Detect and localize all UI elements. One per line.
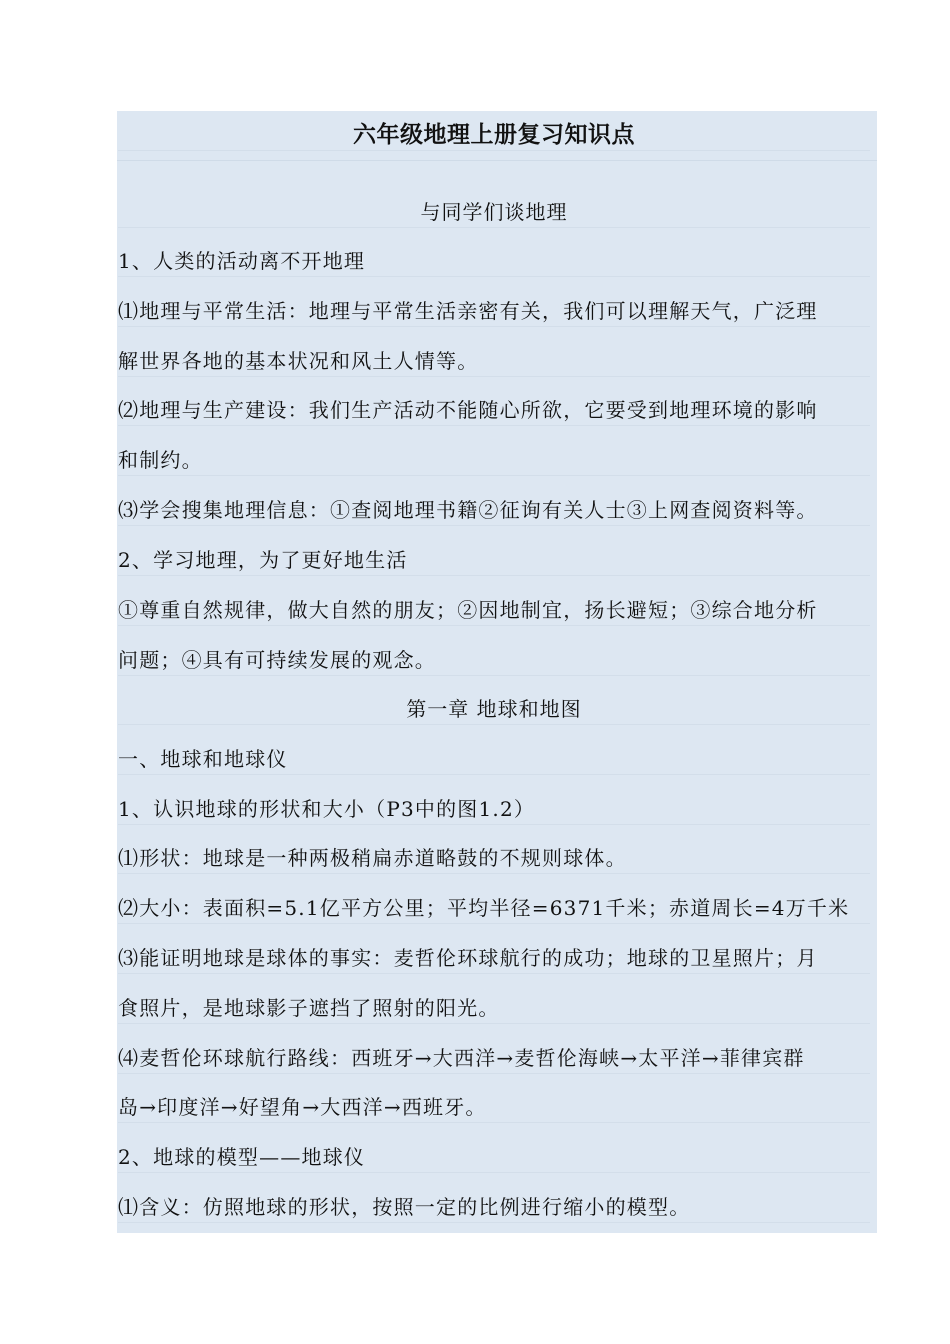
document-title: 六年级地理上册复习知识点	[118, 120, 870, 151]
paragraph-line: ⑷麦哲伦环球航行路线：西班牙→大西洋→麦哲伦海峡→太平洋→菲律宾群	[118, 1043, 870, 1074]
paragraph-line: ⑴含义：仿照地球的形状，按照一定的比例进行缩小的模型。	[118, 1192, 870, 1223]
paragraph-line: 问题；④具有可持续发展的观念。	[118, 645, 870, 676]
title-divider	[117, 160, 877, 161]
section-heading-chapter-1: 第一章 地球和地图	[118, 694, 870, 725]
paragraph-line: 解世界各地的基本状况和风土人情等。	[118, 346, 870, 377]
paragraph-line: 2、学习地理，为了更好地生活	[118, 545, 870, 576]
paragraph-line: ⑵地理与生产建设：我们生产活动不能随心所欲，它要受到地理环境的影响	[118, 395, 870, 426]
paragraph-line: ⑴形状：地球是一种两极稍扁赤道略鼓的不规则球体。	[118, 843, 870, 874]
paragraph-line: 和制约。	[118, 445, 870, 476]
paragraph-line: ⑴地理与平常生活：地理与平常生活亲密有关，我们可以理解天气，广泛理	[118, 296, 870, 327]
paragraph-line: ⑵大小：表面积=5.1亿平方公里；平均半径=6371千米；赤道周长=4万千米	[118, 893, 870, 924]
section-heading-intro: 与同学们谈地理	[118, 197, 870, 228]
paragraph-line: ①尊重自然规律，做大自然的朋友；②因地制宜，扬长避短；③综合地分析	[118, 595, 870, 626]
paragraph-line: 一、地球和地球仪	[118, 744, 870, 775]
paragraph-line: 岛→印度洋→好望角→大西洋→西班牙。	[118, 1092, 870, 1123]
paragraph-line: ⑶学会搜集地理信息：①查阅地理书籍②征询有关人士③上网查阅资料等。	[118, 495, 870, 526]
paragraph-line: 2、地球的模型——地球仪	[118, 1142, 870, 1173]
paragraph-line: ⑶能证明地球是球体的事实：麦哲伦环球航行的成功；地球的卫星照片；月	[118, 943, 870, 974]
paragraph-line: 食照片，是地球影子遮挡了照射的阳光。	[118, 993, 870, 1024]
paragraph-line: 1、认识地球的形状和大小（P3中的图1.2）	[118, 794, 870, 825]
paragraph-line: 1、人类的活动离不开地理	[118, 246, 870, 277]
